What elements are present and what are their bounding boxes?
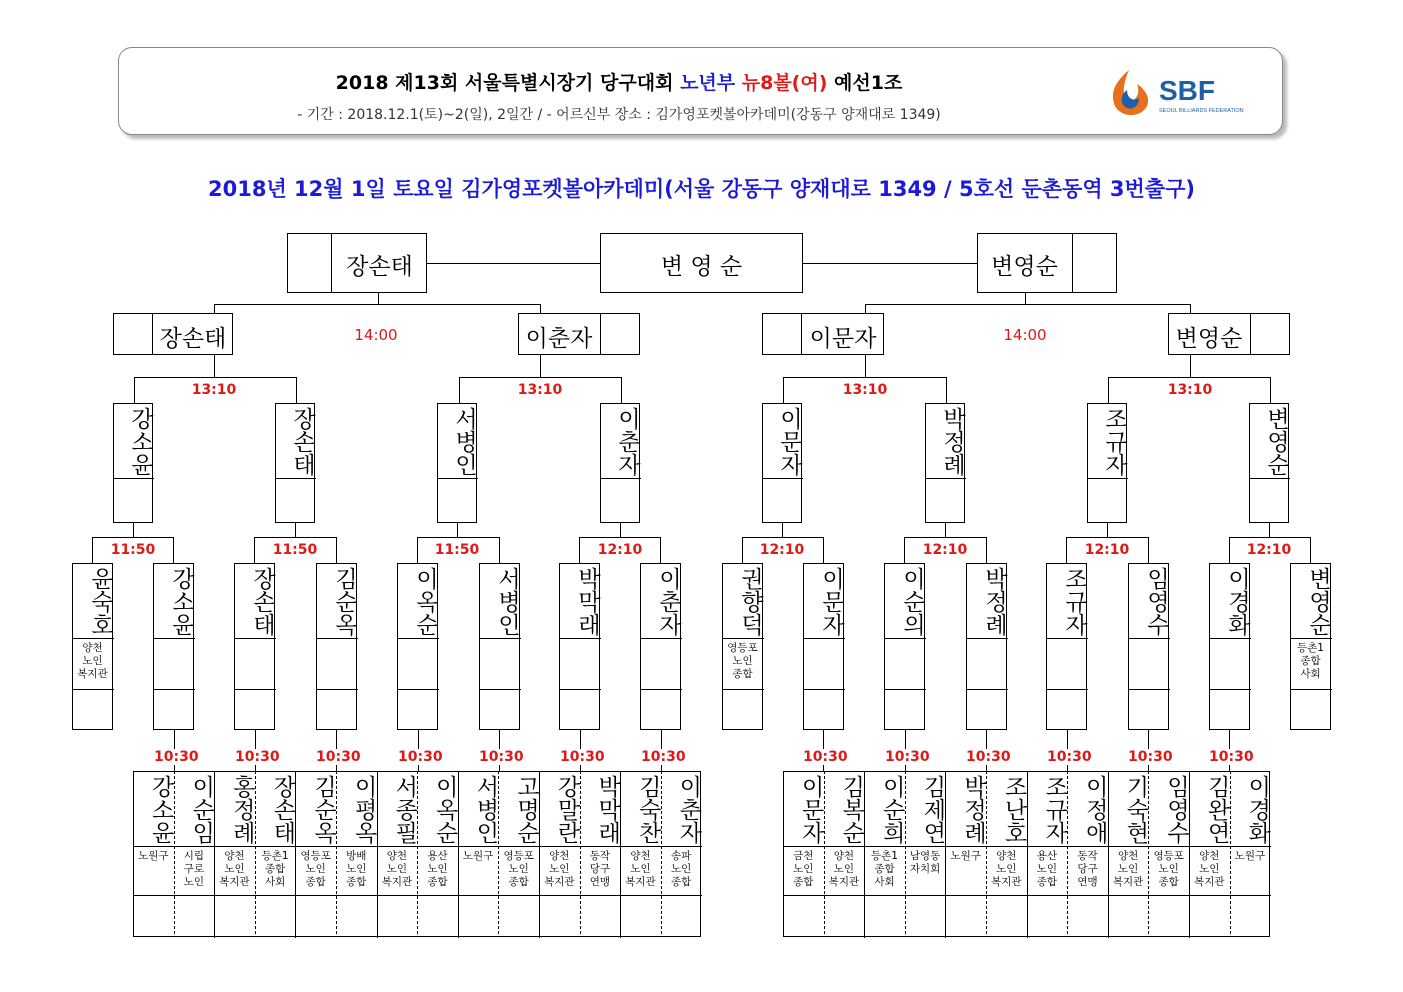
first-left-name-8: 이옥순: [431, 774, 458, 844]
bracket-line: [1046, 689, 1088, 690]
r16-name-12: 박정례: [981, 566, 1007, 636]
first-right-name-9: 기숙현: [1122, 774, 1149, 844]
first-round-time-6: 10:30: [560, 749, 605, 765]
quarter-name-5: 이문자: [776, 406, 802, 476]
bracket-line: [803, 263, 978, 264]
first-right-affiliation-8: 동작 당구 연맹: [1077, 850, 1098, 888]
logo-text: SBF: [1159, 75, 1215, 106]
bracket-line: [640, 689, 682, 690]
bracket-line: [214, 304, 215, 314]
bracket-line: [579, 537, 580, 564]
final-left-name: 장손태: [346, 254, 413, 280]
first-right-affiliation-5: 노원구: [950, 850, 981, 862]
first-left-name-3: 홍정례: [228, 774, 255, 844]
first-round-time-4: 10:30: [398, 749, 443, 765]
bracket-line: [427, 263, 601, 264]
first-left-affiliation-4: 등촌1 종합 사회: [261, 850, 289, 888]
bracket-line: [1046, 638, 1088, 639]
first-left-affiliation-5: 영등포 노인 종합: [300, 850, 331, 888]
bracket-line: [1209, 689, 1251, 690]
semi-time-right: 14:00: [1003, 326, 1047, 344]
first-right-affiliation-4: 남영동 자치회: [909, 850, 941, 875]
quarter-name-1: 강소윤: [127, 406, 153, 476]
first-right-affiliation-1: 금천 노인 종합: [793, 850, 814, 888]
bracket-line: [254, 537, 337, 538]
first-left-affiliation-1: 노원구: [138, 850, 169, 862]
bracket-line: [437, 478, 478, 479]
bracket-line: [803, 689, 845, 690]
first-left-name-9: 서병인: [472, 774, 499, 844]
r16-name-8: 이춘자: [655, 566, 681, 636]
first-right-affiliation-11: 양천 노인 복지관: [1194, 850, 1225, 888]
bracket-line: [316, 689, 358, 690]
bracket-line: [92, 537, 93, 564]
bracket-line: [1128, 689, 1170, 690]
bracket-line: [1290, 689, 1332, 690]
first-round-time-7: 10:30: [641, 749, 686, 765]
bracket-line: [559, 638, 601, 639]
bracket-line: [113, 478, 154, 479]
first-round-time-10: 10:30: [966, 749, 1011, 765]
bracket-line: [459, 377, 460, 404]
bracket-line: [378, 293, 379, 305]
first-left-name-12: 박막래: [594, 774, 621, 844]
bracket-line: [1108, 377, 1271, 378]
bracket-line: [925, 478, 966, 479]
bracket-line: [945, 523, 946, 538]
semi-name-1: 장손태: [159, 326, 227, 352]
bracket-line: [134, 377, 297, 378]
bracket-line: [1209, 638, 1251, 639]
first-left-name-5: 김순옥: [309, 774, 336, 844]
bracket-line: [1066, 537, 1067, 564]
r16-time-2: 11:50: [272, 542, 318, 558]
bracket-line: [904, 537, 987, 538]
bracket-line: [72, 689, 114, 690]
first-left-name-4: 장손태: [269, 774, 296, 844]
bracket-line: [966, 638, 1008, 639]
first-left-name-1: 강소윤: [147, 774, 174, 844]
first-left-affiliation-10: 영등포 노인 종합: [503, 850, 534, 888]
bracket-line: [823, 537, 824, 564]
bracket-line: [153, 689, 195, 690]
first-left-name-10: 고명순: [512, 774, 539, 844]
r16-name-2: 강소윤: [168, 566, 194, 636]
quarter-name-8: 변영순: [1263, 406, 1289, 476]
bracket-line: [234, 638, 276, 639]
first-left-affiliation-8: 용산 노인 종합: [427, 850, 448, 888]
bracket-line: [316, 638, 358, 639]
quarter-time-2: 13:10: [517, 382, 563, 398]
final-right-name: 변영순: [991, 254, 1058, 280]
title-game-type: 뉴8볼(여): [741, 72, 828, 94]
final-winner-name: 변 영 순: [660, 254, 743, 280]
bracket-line: [640, 638, 682, 639]
bracket-line: [173, 537, 174, 564]
first-right-name-2: 김복순: [838, 774, 865, 844]
bracket-line: [540, 355, 541, 378]
bracket-line: [722, 638, 764, 639]
bracket-line: [397, 689, 439, 690]
first-right-affiliation-10: 영등포 노인 종합: [1153, 850, 1184, 888]
r16-time-8: 12:10: [1246, 542, 1292, 558]
bracket-line: [620, 523, 621, 538]
bracket-line: [966, 689, 1008, 690]
r16-name-3: 장손태: [249, 566, 275, 636]
bracket-line: [559, 689, 601, 690]
first-right-name-5: 박정례: [959, 774, 986, 844]
bracket-line: [479, 689, 521, 690]
r16-name-10: 이문자: [818, 566, 844, 636]
bracket-line: [72, 638, 114, 639]
first-left-name-6: 이평옥: [350, 774, 377, 844]
r16-name-4: 김순옥: [331, 566, 357, 636]
r16-time-7: 12:10: [1084, 542, 1130, 558]
first-right-name-11: 김완연: [1203, 774, 1230, 844]
first-right-name-10: 임영수: [1162, 774, 1189, 844]
bracket-line: [1229, 537, 1230, 564]
bracket-line: [1066, 537, 1149, 538]
bracket-line: [134, 377, 135, 404]
r16-time-5: 12:10: [759, 542, 805, 558]
first-right-affiliation-12: 노원구: [1234, 850, 1266, 862]
semi-name-2: 이춘자: [525, 326, 593, 352]
first-right-name-6: 조난호: [1000, 774, 1027, 844]
first-left-name-2: 이순임: [188, 774, 215, 844]
bracket-line: [1087, 478, 1128, 479]
r16-time-1: 11:50: [110, 542, 156, 558]
bracket-line: [884, 638, 926, 639]
r16-name-1: 윤숙호: [87, 566, 113, 636]
first-round-time-11: 10:30: [1047, 749, 1092, 765]
bracket-line: [742, 537, 743, 564]
r16-time-6: 12:10: [922, 542, 968, 558]
bracket-line: [296, 377, 297, 404]
bracket-line: [1128, 638, 1170, 639]
page-subtitle: - 기간 : 2018.12.1(토)~2(일), 2일간 / - 어르신부 장소 : 김가영포켓볼아카데미(강동구 양재대로 1349): [297, 107, 941, 123]
first-round-time-8: 10:30: [803, 749, 848, 765]
bracket-line: [153, 638, 195, 639]
bracket-line: [1108, 377, 1109, 404]
semi-seed-2: [600, 313, 640, 355]
bracket-line: [782, 523, 783, 538]
first-right-affiliation-3: 등촌1 종합 사회: [871, 850, 898, 888]
quarter-name-7: 조규자: [1101, 406, 1127, 476]
bracket-line: [946, 377, 947, 404]
bracket-line: [660, 537, 661, 564]
bracket-line: [1025, 293, 1026, 305]
r16-name-15: 이경화: [1224, 566, 1250, 636]
bracket-line: [1269, 523, 1270, 538]
first-right-affiliation-9: 양천 노인 복지관: [1112, 850, 1144, 888]
bracket-line: [1290, 638, 1332, 639]
semi-seed-4: [1250, 313, 1290, 355]
bracket-line: [1310, 537, 1311, 564]
first-round-time-13: 10:30: [1209, 749, 1254, 765]
bracket-line: [459, 377, 622, 378]
r16-name-14: 임영수: [1143, 566, 1169, 636]
first-right-affiliation-2: 양천 노인 복지관: [828, 850, 860, 888]
quarter-name-2: 장손태: [289, 406, 315, 476]
first-round-time-5: 10:30: [479, 749, 524, 765]
bracket-line: [234, 689, 276, 690]
bracket-line: [621, 377, 622, 404]
r16-name-16: 변영순: [1305, 566, 1331, 636]
first-left-affiliation-2: 시립 구로 노인: [183, 850, 205, 888]
first-round-time-2: 10:30: [235, 749, 280, 765]
header-box: [118, 47, 1283, 135]
venue-line: 2018년 12월 1일 토요일 김가영포켓볼아카데미(서울 강동구 양재대로 1349 / 5호선 둔촌동역 3번출구): [208, 177, 1195, 201]
first-left-affiliation-11: 양천 노인 복지관: [544, 850, 575, 888]
r16-name-13: 조규자: [1061, 566, 1087, 636]
bracket-line: [884, 689, 926, 690]
r16-name-5: 이옥순: [412, 566, 438, 636]
first-left-name-7: 서종필: [391, 774, 418, 844]
first-round-time-3: 10:30: [316, 749, 361, 765]
bracket-line: [254, 537, 255, 564]
first-left-name-11: 강말란: [553, 774, 580, 844]
first-left-affiliation-13: 양천 노인 복지관: [625, 850, 656, 888]
bracket-line: [133, 523, 134, 538]
bracket-line: [275, 478, 316, 479]
bracket-line: [1270, 377, 1271, 404]
bracket-line: [865, 304, 866, 314]
quarter-name-4: 이춘자: [614, 406, 640, 476]
bracket-line: [214, 355, 215, 378]
bracket-line: [417, 537, 500, 538]
quarter-name-6: 박정례: [939, 406, 965, 476]
first-right-affiliation-6: 양천 노인 복지관: [991, 850, 1022, 888]
sbf-logo: [1099, 64, 1269, 120]
r16-affiliation-16: 등촌1 종합 사회: [1297, 642, 1324, 680]
final-seed-right: [1072, 233, 1117, 293]
quarter-time-4: 13:10: [1167, 382, 1213, 398]
bracket-line: [1190, 304, 1191, 314]
bracket-line: [783, 377, 947, 378]
bracket-line: [865, 355, 866, 378]
bracket-line: [1190, 355, 1191, 378]
bracket-line: [1229, 537, 1311, 538]
r16-affiliation-1: 양천 노인 복지관: [77, 642, 108, 680]
r16-name-7: 박막래: [574, 566, 600, 636]
title-event-name: 2018 제13회 서울특별시장기 당구대회: [335, 72, 674, 94]
bracket-line: [295, 523, 296, 538]
first-right-name-1: 이문자: [797, 774, 824, 844]
r16-name-11: 이순의: [899, 566, 925, 636]
bracket-line: [499, 537, 500, 564]
bracket-line: [479, 638, 521, 639]
r16-name-6: 서병인: [494, 566, 520, 636]
r16-time-3: 11:50: [434, 542, 480, 558]
bracket-line: [762, 478, 803, 479]
first-left-name-14: 이춘자: [675, 774, 702, 844]
semi-name-4: 변영순: [1175, 326, 1243, 352]
bracket-line: [92, 537, 174, 538]
first-round-time-12: 10:30: [1128, 749, 1173, 765]
first-right-name-3: 이순희: [878, 774, 905, 844]
bracket-line: [417, 537, 418, 564]
r16-name-9: 권향덕: [737, 566, 763, 636]
quarter-time-3: 13:10: [842, 382, 888, 398]
bracket-line: [1249, 478, 1290, 479]
bracket-line: [803, 638, 845, 639]
first-right-affiliation-7: 용산 노인 종합: [1036, 850, 1058, 888]
first-right-name-12: 이경화: [1244, 774, 1271, 844]
bracket-line: [336, 537, 337, 564]
bracket-line: [865, 304, 1191, 305]
page-title: [119, 68, 1119, 95]
first-right-name-4: 김제연: [919, 774, 946, 844]
semi-seed-1: [113, 313, 153, 355]
first-left-affiliation-3: 양천 노인 복지관: [219, 850, 250, 888]
quarter-name-3: 서병인: [451, 406, 477, 476]
bracket-line: [742, 537, 824, 538]
first-round-time-9: 10:30: [885, 749, 930, 765]
semi-time-left: 14:00: [354, 326, 398, 344]
first-left-affiliation-6: 방배 노인 종합: [346, 850, 367, 888]
first-left-affiliation-9: 노원구: [462, 850, 494, 862]
final-seed-left: [287, 233, 332, 293]
semi-name-3: 이문자: [809, 326, 877, 352]
first-left-affiliation-7: 양천 노인 복지관: [381, 850, 413, 888]
logo-subtext: SEOUL BILLIARDS FEDERATION: [1159, 108, 1244, 114]
first-left-affiliation-12: 동작 당구 연맹: [589, 850, 611, 888]
bracket-line: [397, 638, 439, 639]
bracket-line: [783, 377, 784, 404]
r16-time-4: 12:10: [597, 542, 643, 558]
bracket-line: [457, 523, 458, 538]
quarter-time-1: 13:10: [191, 382, 237, 398]
first-round-time-1: 10:30: [154, 749, 199, 765]
bracket-line: [540, 304, 541, 314]
first-left-name-13: 김숙찬: [634, 774, 661, 844]
title-division: 노년부: [680, 72, 736, 94]
first-right-name-8: 이정애: [1081, 774, 1108, 844]
semi-seed-3: [762, 313, 802, 355]
bracket-line: [722, 689, 764, 690]
bracket-line: [600, 478, 641, 479]
bracket-line: [904, 537, 905, 564]
r16-affiliation-9: 영등포 노인 종합: [727, 642, 758, 680]
first-left-affiliation-14: 송파 노인 종합: [670, 850, 692, 888]
first-right-name-7: 조규자: [1041, 774, 1068, 844]
bracket-line: [579, 537, 661, 538]
bracket-line: [986, 537, 987, 564]
title-group: 예선1조: [834, 72, 903, 94]
bracket-line: [1107, 523, 1108, 538]
bracket-line: [1148, 537, 1149, 564]
